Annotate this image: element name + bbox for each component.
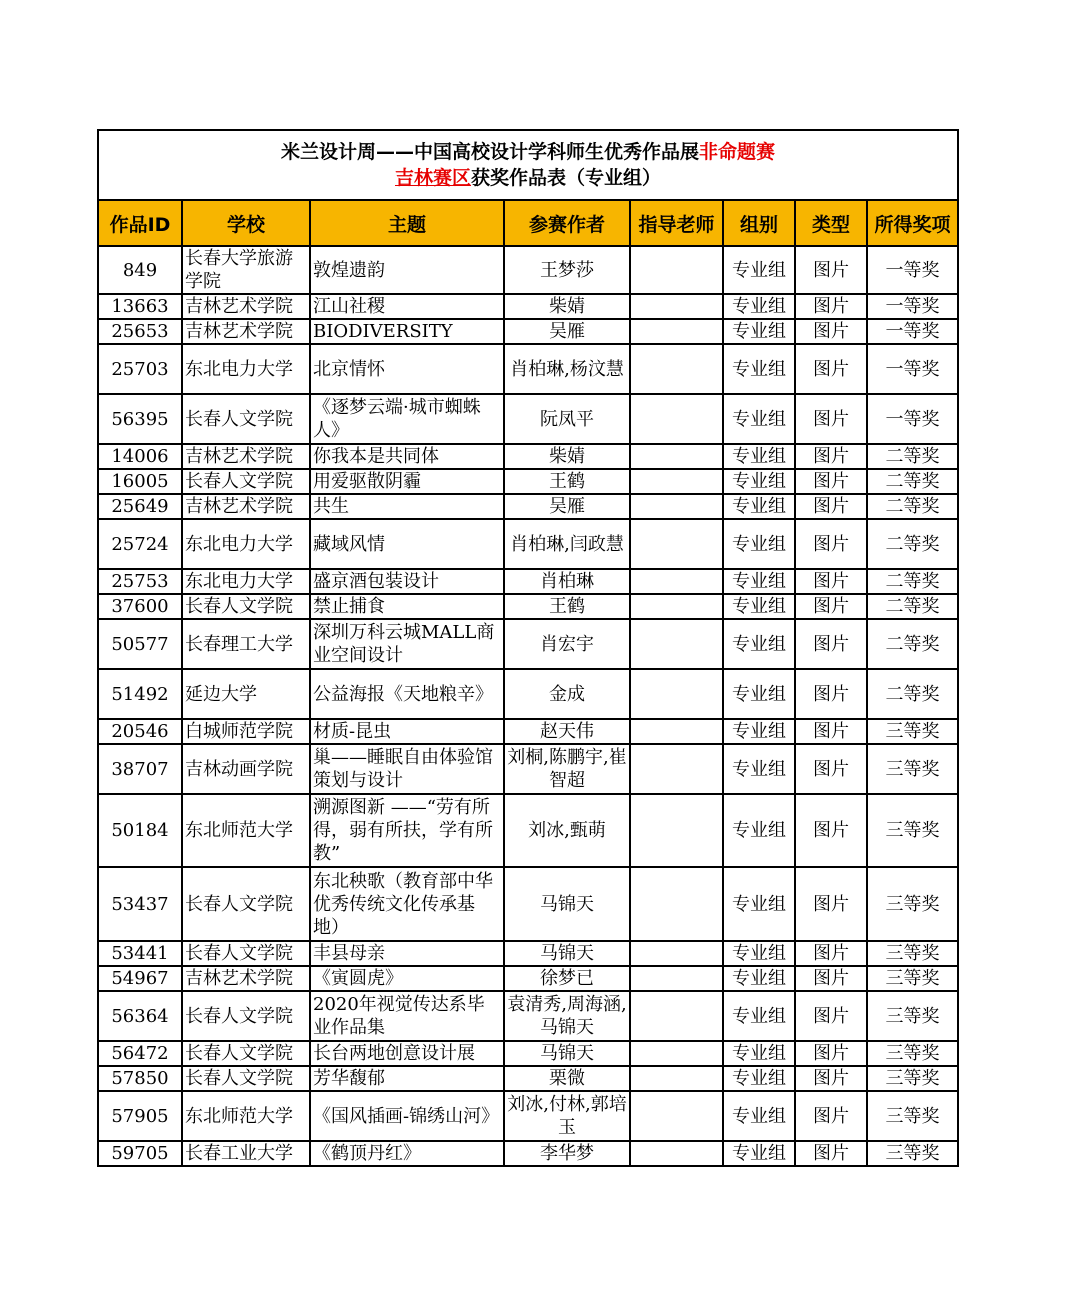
- cell-author: 李华梦: [504, 1141, 630, 1166]
- cell-id: 38707: [98, 744, 182, 794]
- title-line2-region: 吉林赛区: [395, 167, 472, 189]
- cell-id: 54967: [98, 966, 182, 991]
- cell-id: 50184: [98, 794, 182, 867]
- table-row: [98, 1091, 958, 1141]
- cell-award: 三等奖: [867, 1041, 958, 1066]
- cell-teacher: [630, 494, 723, 519]
- cell-group: 专业组: [723, 744, 795, 794]
- cell-group: 专业组: [723, 344, 795, 394]
- cell-school: 吉林动画学院: [182, 744, 310, 794]
- cell-teacher: [630, 1141, 723, 1166]
- cell-group: 专业组: [723, 594, 795, 619]
- cell-author: 马锦天: [504, 1041, 630, 1066]
- table-row: [98, 669, 958, 719]
- cell-group: 专业组: [723, 394, 795, 444]
- cell-author: 徐梦已: [504, 966, 630, 991]
- cell-group: 专业组: [723, 246, 795, 294]
- cell-type: 图片: [795, 294, 867, 319]
- cell-theme: BIODIVERSITY: [310, 319, 504, 344]
- table-row: [98, 494, 958, 519]
- table-row: [98, 619, 958, 669]
- cell-award: 三等奖: [867, 794, 958, 867]
- cell-teacher: [630, 1066, 723, 1091]
- cell-teacher: [630, 246, 723, 294]
- cell-author: 赵天伟: [504, 719, 630, 744]
- cell-school: 长春人文学院: [182, 469, 310, 494]
- cell-author: 吴雁: [504, 319, 630, 344]
- cell-school: 延边大学: [182, 669, 310, 719]
- cell-award: 三等奖: [867, 719, 958, 744]
- header-type: 类型: [795, 200, 867, 246]
- cell-teacher: [630, 569, 723, 594]
- cell-group: 专业组: [723, 444, 795, 469]
- cell-teacher: [630, 344, 723, 394]
- cell-id: 13663: [98, 294, 182, 319]
- cell-author: 柴婧: [504, 294, 630, 319]
- cell-theme: 北京情怀: [310, 344, 504, 394]
- cell-type: 图片: [795, 1041, 867, 1066]
- cell-id: 849: [98, 246, 182, 294]
- table-row: [98, 444, 958, 469]
- cell-author: 柴婧: [504, 444, 630, 469]
- cell-id: 25703: [98, 344, 182, 394]
- cell-author: 马锦天: [504, 941, 630, 966]
- cell-author: 肖柏琳: [504, 569, 630, 594]
- cell-school: 长春人文学院: [182, 991, 310, 1041]
- table-row: [98, 794, 958, 867]
- cell-theme: 禁止捕食: [310, 594, 504, 619]
- cell-school: 长春人文学院: [182, 1041, 310, 1066]
- cell-award: 二等奖: [867, 619, 958, 669]
- cell-group: 专业组: [723, 294, 795, 319]
- cell-award: 一等奖: [867, 319, 958, 344]
- cell-id: 14006: [98, 444, 182, 469]
- cell-school: 长春大学旅游学院: [182, 246, 310, 294]
- cell-author: 吴雁: [504, 494, 630, 519]
- header-row: [98, 200, 958, 246]
- cell-teacher: [630, 794, 723, 867]
- cell-school: 东北电力大学: [182, 344, 310, 394]
- cell-type: 图片: [795, 344, 867, 394]
- cell-group: 专业组: [723, 867, 795, 941]
- header-school: 学校: [182, 200, 310, 246]
- cell-theme: 芳华馥郁: [310, 1066, 504, 1091]
- cell-type: 图片: [795, 794, 867, 867]
- cell-group: 专业组: [723, 1141, 795, 1166]
- cell-theme: 《寅圆虎》: [310, 966, 504, 991]
- cell-author: 马锦天: [504, 867, 630, 941]
- cell-school: 东北电力大学: [182, 569, 310, 594]
- cell-theme: 公益海报《天地粮辛》: [310, 669, 504, 719]
- cell-type: 图片: [795, 444, 867, 469]
- cell-author: 阮凤平: [504, 394, 630, 444]
- cell-type: 图片: [795, 494, 867, 519]
- cell-group: 专业组: [723, 1091, 795, 1141]
- cell-type: 图片: [795, 594, 867, 619]
- cell-teacher: [630, 991, 723, 1041]
- cell-type: 图片: [795, 569, 867, 594]
- cell-award: 三等奖: [867, 966, 958, 991]
- cell-teacher: [630, 519, 723, 569]
- cell-school: 吉林艺术学院: [182, 494, 310, 519]
- table-row: [98, 469, 958, 494]
- header-group: 组别: [723, 200, 795, 246]
- cell-award: 一等奖: [867, 394, 958, 444]
- cell-award: 二等奖: [867, 594, 958, 619]
- cell-teacher: [630, 594, 723, 619]
- table-row: [98, 744, 958, 794]
- cell-teacher: [630, 867, 723, 941]
- cell-author: 刘桐,陈鹏宇,崔智超: [504, 744, 630, 794]
- cell-id: 25653: [98, 319, 182, 344]
- cell-award: 二等奖: [867, 569, 958, 594]
- table-row: [98, 966, 958, 991]
- cell-award: 三等奖: [867, 1066, 958, 1091]
- cell-theme: 共生: [310, 494, 504, 519]
- cell-id: 59705: [98, 1141, 182, 1166]
- header-teacher: 指导老师: [630, 200, 723, 246]
- cell-theme: 用爱驱散阴霾: [310, 469, 504, 494]
- cell-school: 长春人文学院: [182, 867, 310, 941]
- cell-author: 刘冰,甄萌: [504, 794, 630, 867]
- cell-author: 肖柏琳,杨汶慧: [504, 344, 630, 394]
- cell-award: 一等奖: [867, 344, 958, 394]
- cell-award: 三等奖: [867, 991, 958, 1041]
- cell-theme: 巢——睡眠自由体验馆策划与设计: [310, 744, 504, 794]
- cell-award: 二等奖: [867, 494, 958, 519]
- cell-id: 25753: [98, 569, 182, 594]
- cell-type: 图片: [795, 867, 867, 941]
- cell-group: 专业组: [723, 1066, 795, 1091]
- cell-school: 长春人文学院: [182, 594, 310, 619]
- cell-group: 专业组: [723, 669, 795, 719]
- table-row: [98, 246, 958, 294]
- cell-type: 图片: [795, 669, 867, 719]
- cell-type: 图片: [795, 744, 867, 794]
- cell-school: 吉林艺术学院: [182, 444, 310, 469]
- cell-award: 二等奖: [867, 469, 958, 494]
- table-row: [98, 1041, 958, 1066]
- cell-author: 刘冰,付林,郭培玉: [504, 1091, 630, 1141]
- title-line1-highlight: 非命题赛: [699, 141, 776, 163]
- cell-award: 二等奖: [867, 519, 958, 569]
- cell-school: 长春人文学院: [182, 394, 310, 444]
- cell-award: 三等奖: [867, 1091, 958, 1141]
- header-theme: 主题: [310, 200, 504, 246]
- cell-teacher: [630, 744, 723, 794]
- cell-type: 图片: [795, 991, 867, 1041]
- cell-id: 50577: [98, 619, 182, 669]
- table-row: [98, 594, 958, 619]
- header-id: 作品ID: [98, 200, 182, 246]
- cell-teacher: [630, 941, 723, 966]
- header-author: 参赛作者: [504, 200, 630, 246]
- table-row: [98, 569, 958, 594]
- cell-theme: 东北秧歌（教育部中华优秀传统文化传承基地）: [310, 867, 504, 941]
- cell-type: 图片: [795, 719, 867, 744]
- cell-theme: 深圳万科云城MALL商业空间设计: [310, 619, 504, 669]
- cell-theme: 你我本是共同体: [310, 444, 504, 469]
- cell-author: 肖宏宇: [504, 619, 630, 669]
- cell-school: 东北师范大学: [182, 1091, 310, 1141]
- cell-id: 56395: [98, 394, 182, 444]
- cell-award: 三等奖: [867, 1141, 958, 1166]
- cell-theme: 《国风插画-锦绣山河》: [310, 1091, 504, 1141]
- cell-theme: 敦煌遗韵: [310, 246, 504, 294]
- cell-type: 图片: [795, 519, 867, 569]
- cell-teacher: [630, 319, 723, 344]
- cell-teacher: [630, 1041, 723, 1066]
- cell-award: 三等奖: [867, 744, 958, 794]
- cell-theme: 丰县母亲: [310, 941, 504, 966]
- cell-school: 长春人文学院: [182, 1066, 310, 1091]
- table-row: [98, 1141, 958, 1166]
- cell-theme: 材质-昆虫: [310, 719, 504, 744]
- cell-theme: 《逐梦云端·城市蜘蛛人》: [310, 394, 504, 444]
- cell-teacher: [630, 394, 723, 444]
- cell-award: 一等奖: [867, 294, 958, 319]
- cell-author: 王梦莎: [504, 246, 630, 294]
- cell-group: 专业组: [723, 319, 795, 344]
- cell-author: 王鹤: [504, 469, 630, 494]
- cell-type: 图片: [795, 1091, 867, 1141]
- cell-school: 长春理工大学: [182, 619, 310, 669]
- table-row: [98, 294, 958, 319]
- cell-group: 专业组: [723, 569, 795, 594]
- cell-author: 栗微: [504, 1066, 630, 1091]
- cell-id: 25724: [98, 519, 182, 569]
- title-line2-suffix: 获奖作品表（专业组）: [471, 167, 662, 189]
- cell-author: 金成: [504, 669, 630, 719]
- cell-group: 专业组: [723, 991, 795, 1041]
- cell-id: 20546: [98, 719, 182, 744]
- cell-teacher: [630, 444, 723, 469]
- cell-teacher: [630, 469, 723, 494]
- cell-id: 53441: [98, 941, 182, 966]
- table-row: [98, 319, 958, 344]
- cell-theme: 藏域风情: [310, 519, 504, 569]
- cell-group: 专业组: [723, 619, 795, 669]
- cell-author: 肖柏琳,闫政慧: [504, 519, 630, 569]
- table-title: [98, 130, 958, 200]
- cell-teacher: [630, 669, 723, 719]
- cell-school: 长春工业大学: [182, 1141, 310, 1166]
- table-row: [98, 519, 958, 569]
- cell-award: 一等奖: [867, 246, 958, 294]
- cell-type: 图片: [795, 469, 867, 494]
- cell-type: 图片: [795, 619, 867, 669]
- cell-school: 东北电力大学: [182, 519, 310, 569]
- cell-type: 图片: [795, 1066, 867, 1091]
- table-row: [98, 394, 958, 444]
- cell-group: 专业组: [723, 1041, 795, 1066]
- cell-id: 56472: [98, 1041, 182, 1066]
- cell-theme: 盛京酒包装设计: [310, 569, 504, 594]
- cell-author: 袁清秀,周海涵,马锦天: [504, 991, 630, 1041]
- awards-table: [97, 129, 959, 1167]
- cell-school: 长春人文学院: [182, 941, 310, 966]
- cell-teacher: [630, 619, 723, 669]
- cell-group: 专业组: [723, 719, 795, 744]
- title-line1-prefix: 米兰设计周——中国高校设计学科师生优秀作品展: [281, 141, 700, 163]
- cell-id: 51492: [98, 669, 182, 719]
- cell-type: 图片: [795, 394, 867, 444]
- table-row: [98, 719, 958, 744]
- cell-theme: 2020年视觉传达系毕业作品集: [310, 991, 504, 1041]
- cell-id: 16005: [98, 469, 182, 494]
- cell-teacher: [630, 719, 723, 744]
- table-row: [98, 344, 958, 394]
- cell-group: 专业组: [723, 794, 795, 867]
- cell-teacher: [630, 966, 723, 991]
- cell-school: 吉林艺术学院: [182, 319, 310, 344]
- cell-type: 图片: [795, 941, 867, 966]
- table-row: [98, 867, 958, 941]
- cell-teacher: [630, 294, 723, 319]
- cell-id: 53437: [98, 867, 182, 941]
- cell-id: 56364: [98, 991, 182, 1041]
- cell-teacher: [630, 1091, 723, 1141]
- cell-type: 图片: [795, 246, 867, 294]
- cell-award: 二等奖: [867, 444, 958, 469]
- cell-school: 东北师范大学: [182, 794, 310, 867]
- cell-school: 白城师范学院: [182, 719, 310, 744]
- cell-award: 三等奖: [867, 941, 958, 966]
- cell-group: 专业组: [723, 941, 795, 966]
- table-row: [98, 941, 958, 966]
- cell-theme: 长台两地创意设计展: [310, 1041, 504, 1066]
- cell-id: 57850: [98, 1066, 182, 1091]
- cell-theme: 江山社稷: [310, 294, 504, 319]
- table-row: [98, 1066, 958, 1091]
- cell-group: 专业组: [723, 494, 795, 519]
- cell-type: 图片: [795, 319, 867, 344]
- cell-id: 37600: [98, 594, 182, 619]
- table-row: [98, 991, 958, 1041]
- cell-award: 三等奖: [867, 867, 958, 941]
- header-award: 所得奖项: [867, 200, 958, 246]
- cell-author: 王鹤: [504, 594, 630, 619]
- cell-school: 吉林艺术学院: [182, 966, 310, 991]
- cell-theme: 溯源图新 ——“劳有所得，弱有所扶，学有所教”: [310, 794, 504, 867]
- cell-award: 二等奖: [867, 669, 958, 719]
- cell-theme: 《鹤顶丹红》: [310, 1141, 504, 1166]
- cell-school: 吉林艺术学院: [182, 294, 310, 319]
- cell-group: 专业组: [723, 469, 795, 494]
- cell-group: 专业组: [723, 519, 795, 569]
- cell-type: 图片: [795, 1141, 867, 1166]
- cell-group: 专业组: [723, 966, 795, 991]
- cell-type: 图片: [795, 966, 867, 991]
- cell-id: 25649: [98, 494, 182, 519]
- cell-id: 57905: [98, 1091, 182, 1141]
